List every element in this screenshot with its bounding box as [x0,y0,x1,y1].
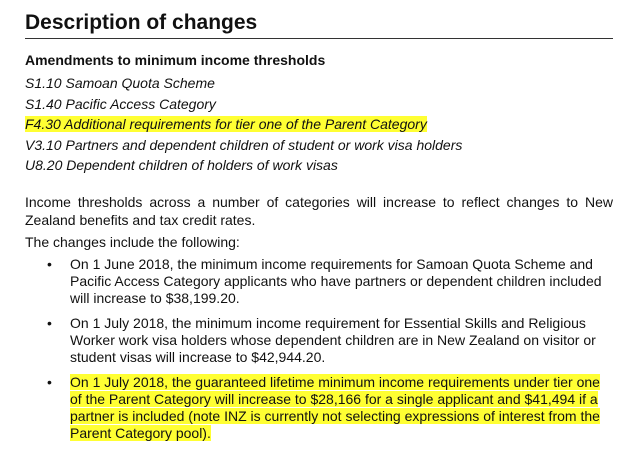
amended-section-item [25,155,462,176]
change-bullet-item [25,315,613,366]
change-bullet-text-highlighted: On 1 July 2018, the guaranteed lifetime minimum income requirements under tier one of the Parent Category will increase to $28,166 for a single applicant and $41,494 if a partner is included (note INZ is currently not selecting expressions of interest from the Parent Category pool). [70,374,600,441]
amended-section-text: V3.10 Partners and dependent children of student or work visa holders [25,136,463,153]
amended-section-item [25,135,462,156]
bullet-icon: • [47,256,52,272]
change-bullet-text: On 1 June 2018, the minimum income requirements for Samoan Quota Scheme and Pacific Access Category applicants who have partners or dependent children included will increase to $38,199.20. [70,256,602,306]
amended-section-text-highlighted: F4.30 Additional requirements for tier one of the Parent Category [25,116,427,132]
bullet-icon: • [47,374,52,390]
changes-lead-text: The changes include the following: [25,234,240,250]
section-subheading: Amendments to minimum income thresholds [25,52,326,68]
bullet-icon: • [47,315,52,331]
amended-section-item [25,94,462,115]
intro-paragraph: Income thresholds across a number of categories will increase to reflect changes to New Zealand benefits and tax credit rates. [25,194,613,228]
changes-bullet-list [25,256,613,450]
amended-section-text: S1.40 Pacific Access Category [25,95,216,112]
change-bullet-item [25,374,613,442]
amended-section-item [25,73,462,94]
amended-section-item [25,114,462,135]
amended-sections-list [25,73,462,176]
page-title: Description of changes [25,11,258,34]
amended-section-text: U8.20 Dependent children of holders of work visas [25,157,338,173]
change-bullet-item [25,256,613,307]
title-divider [25,38,613,39]
change-bullet-text: On 1 July 2018, the minimum income requirement for Essential Skills and Religious Worker work visa holders whose dependent children are in New Zealand on visitor or student visas will increase to $42,944.20. [70,315,596,365]
amended-section-text: S1.10 Samoan Quota Scheme [25,75,215,91]
